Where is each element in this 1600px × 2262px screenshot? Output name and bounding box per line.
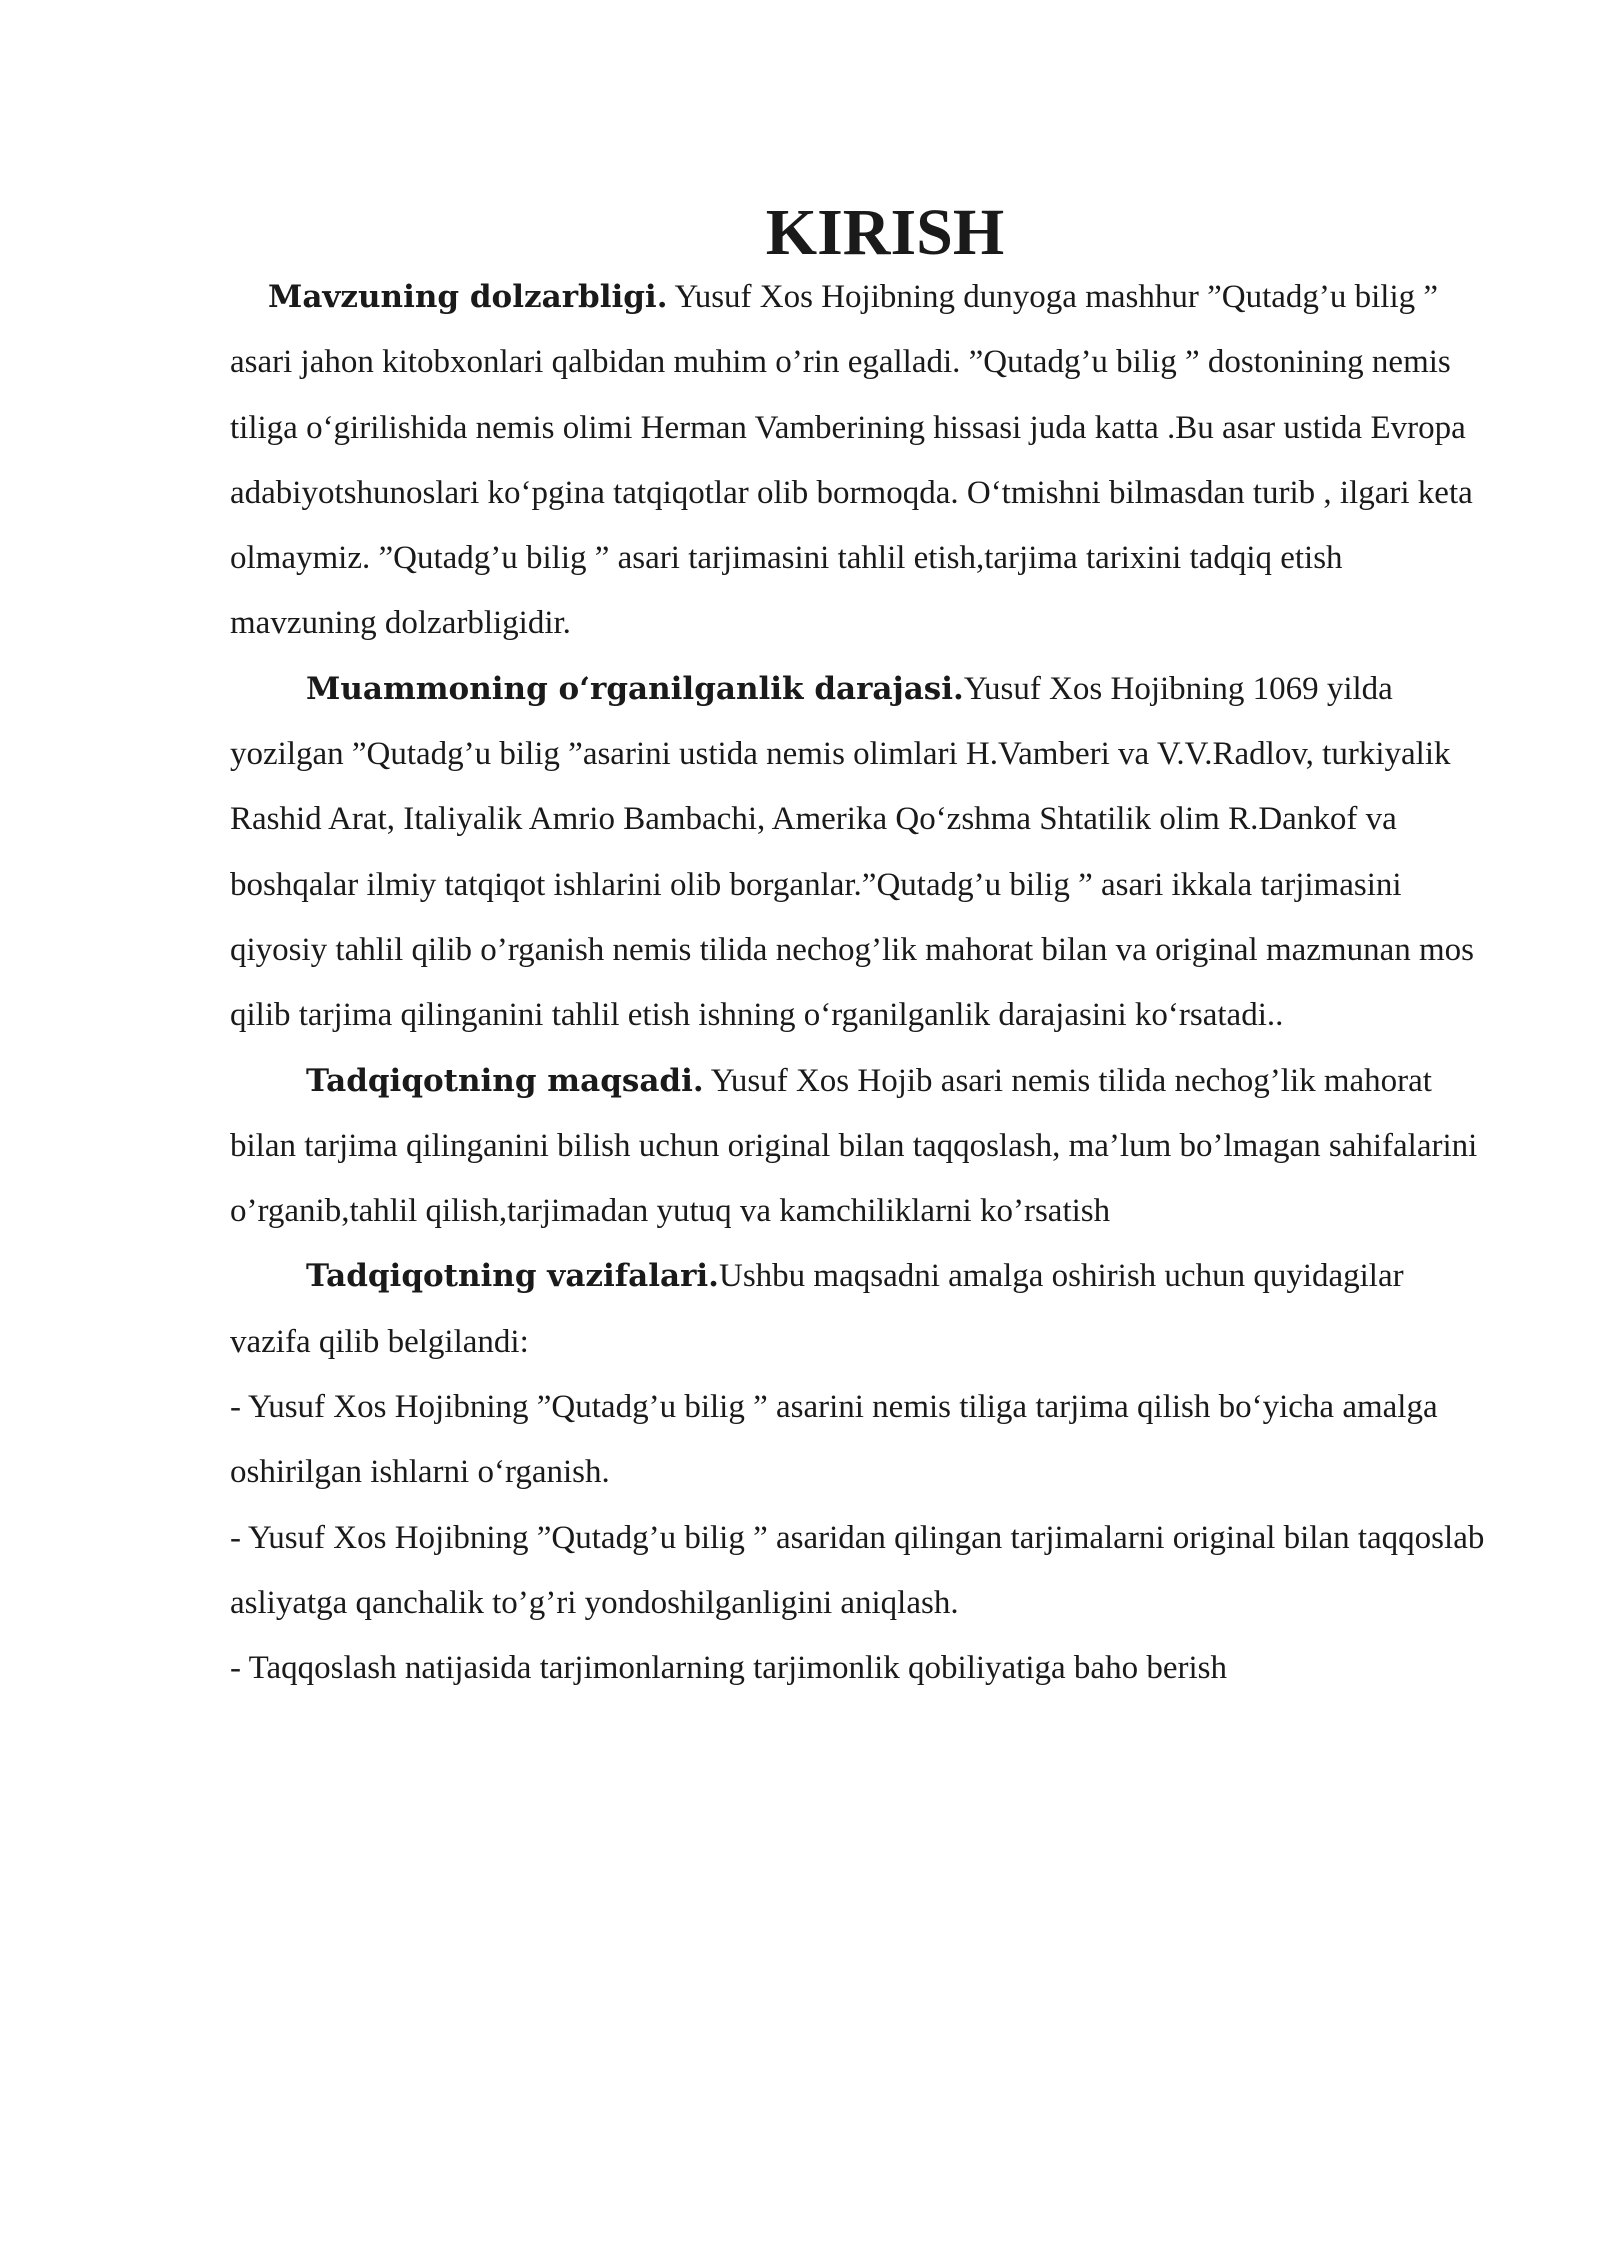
section-text: Yusuf Xos Hojibning dunyoga mashhur ”Qutadg’u bilig ” asari jahon kitobxonlari qalbidan muhim o’rin egalladi. ”Qutadg’u bilig ” dostonining nemis tiliga oʻgirilishida nemis olimi Herman Vamberining hissasi juda katta .Bu asar ustida Evropa adabiyotshunoslari koʻpgina tatqiqotlar olib bormoqda. Oʻtmishni bilmasdan turib , ilgari keta olmaymiz. ”Qutadg’u bilig ” asari tarjimasini tahlil etish,tarjima tarixini tadqiq etish mavzuning dolzarbligidir. [230,279,1473,642]
task-item: - Yusuf Xos Hojibning ”Qutadg’u bilig ” asarini nemis tiliga tarjima qilish boʻyicha amalga oshirilgan ishlarni oʻrganish. [230,1389,1438,1491]
page-title: KIRISH [765,196,1005,269]
section-heading: Muammoning oʻrganilganlik darajasi. [306,670,964,707]
section-text: Yusuf Xos Hojibning 1069 yilda yozilgan ”Qutadg’u bilig ”asarini ustida nemis olimlari H.Vamberi va V.V.Radlov, turkiyalik Rashid Arat, Italiyalik Amrio Bambachi, Amerika Qoʻzshma Shtatilik olim R.Dankof va boshqalar ilmiy tatqiqot ishlarini olib borganlar.”Qutadg’u bilig ” asari ikkala tarjimasini qiyosiy tahlil qilib o’rganish nemis tilida nechog’lik mahorat bilan va original mazmunan mos qilib tarjima qilinganini tahlil etish ishning oʻrganilganlik darajasini koʻrsatadi.. [230,670,1474,1034]
section-text: Yusuf Xos Hojib asari nemis tilida nechog’lik mahorat bilan tarjima qilinganini bilish uchun original bilan taqqoslash, ma’lum bo’lmagan sahifalarini o’rganib,tahlil qilish,tarjimadan yutuq va kamchiliklarni ko’rsatish [230,1062,1478,1230]
section-tasks [230,1244,1490,1375]
section-text: Ushbu maqsadni amalga oshirish uchun quyidagilar vazifa qilib belgilandi: [230,1258,1404,1360]
task-item: - Taqqoslash natijasida tarjimonlarning tarjimonlik qobiliyatiga baho berish [230,1650,1227,1687]
task-item: - Yusuf Xos Hojibning ”Qutadg’u bilig ” asaridan qilingan tarjimalarni original bilan taqqoslab asliyatga qanchalik to’g’ri yondoshilganligini aniqlash. [230,1519,1485,1621]
section-heading: Tadqiqotning maqsadi. [306,1062,704,1099]
section-goal [230,1049,1490,1245]
section-relevance [230,265,1490,657]
section-study-degree [230,657,1490,1049]
document-page [230,196,1490,1702]
section-heading: Mavzuning dolzarbligi. [268,279,668,315]
section-heading: Tadqiqotning vazifalari. [306,1258,719,1295]
